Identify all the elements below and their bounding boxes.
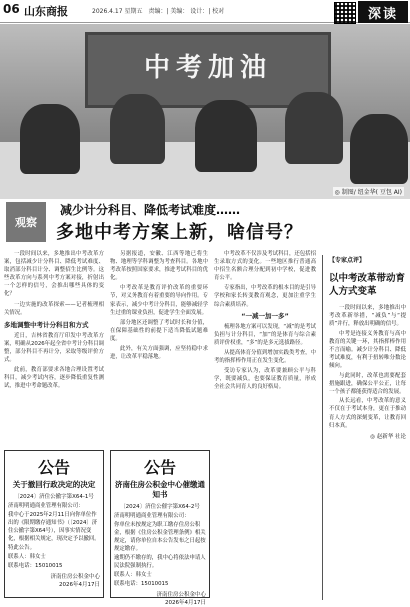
commentary-tag: 【专家点评】 [329,257,366,264]
notice-body [8,502,100,570]
article-subtitle: 减少计分科目、降低考试难度…… [60,203,241,217]
notice-number: 〔2024〕济住公撤字第X64-1号 [14,494,94,500]
paragraph: 一段时间以来，多地推出中考改革方案，包括减少计分科目、降低考试难度、取消部分科目计分、调整招生比例等。这些改革方向与系列中考方案对接，折射出一个怎样的信号，会推出哪些具体的变化？ [4,251,104,298]
section-heading: 多地调整中考计分科目和方式 [4,320,89,329]
photo-caption: ◎ 制图/ 纽金华( 豆包 AI) [334,189,402,196]
qr-code-icon [334,2,356,24]
page-number: 06 [3,2,20,16]
student-figure [285,92,343,164]
notice-body [114,512,206,588]
article-column-3 [214,250,316,598]
notice-issuer: 济南住房公积金中心 [50,574,100,580]
paragraph: 一段时间以来，多地推出中考改革新举措，“减负”与“提质”并行，释放出明确的信号。 [329,305,406,328]
expert-commentary [322,255,406,600]
page-header [0,0,410,23]
notice-line: 济南明明通商业管理有限公司： [8,503,84,509]
notice-line: 你单位未按规定为职工缴存住房公积金，根据《住房公积金管理条例》相关规定，请你单位自本公告发布之日起按规定缴存。 [114,522,206,552]
issue-meta: 2026.4.17 星期五 责编：| 美编： 设计：| 校对 [92,8,225,15]
notice-date: 2026年4月17日 [165,600,206,606]
article-column-2 [110,250,208,446]
paragraph: 梳理各地方案可以发现，“减”的是考试负担与计分科目，“加”的是体育与综合素质评价权重，“多”的是多元选拔路径。 [214,323,316,346]
paragraph: 一边实施的改革探索——记者梳理相关情况。 [4,301,104,316]
observation-badge: 观察 [6,202,46,242]
blackboard-text: 中考加油 [143,53,272,83]
paragraph: 近日，吉林省教育厅印发中考改革方案，明确从2026年起全省中考计分科目调整，部分科目不再计分，采取等级评价方式。 [4,332,104,364]
newspaper-name: 山东商报 [24,5,68,18]
notice-line: 联系电话：15010015 [8,563,63,569]
notice-signature [8,573,100,589]
article-column-1 [4,250,104,446]
section-tag: 深读 [358,1,408,23]
notice-line: 联系人：韩女士 [114,572,152,578]
section-heading: “一减一加一多” [241,311,289,320]
paragraph: 部分地区还调整了考试时长和分值，在保障基础性的前提下适当降低试题难度。 [110,319,208,342]
paragraph: 另据报道，安徽、江西等地已将生物、地理等学科调整为考查科目。各地中考改革按照国家要求，推进考试科目的优化。 [110,251,208,282]
notice-number: 〔2024〕济住公催字第X64-2号 [120,504,200,510]
commentary-title: 以中考改革带动育人方式变革 [329,273,406,297]
notice-date: 2026年4月17日 [59,582,100,588]
commentary-body [329,304,406,430]
paragraph: 与此同时，改革也需要配套措施跟进，确保公平公正，让每一个孩子都能获得适合的发展。 [329,372,406,396]
paragraph: 专家指出，中考改革的根本目的是引导学校和家长转变教育观念，更加注重学生综合素质培养。 [214,285,316,308]
public-notice-2 [110,450,210,606]
notice-line: 逾期仍不缴存的，我中心将依法申请人民法院强制执行。 [114,555,206,569]
notice-line: 济南明明通商业管理有限公司： [114,513,190,519]
commentary-author: ◎ 赵新华 社论 [370,434,406,441]
paragraph: 中考是连接义务教育与高中教育的关键一环，其指挥棒作用不言而喻。减少计分科目、降低考试难度，有利于扭转唯分数论倾向。 [329,330,406,370]
paragraph: 中考改革不仅涉及考试科目，还包括招生录取方式的变化。一些地区推行普通高中招生名额合理分配到初中学校，促进教育公平。 [214,251,316,282]
notice-line: 联系电话：15010015 [114,581,169,587]
notice-title: 公告 [37,458,70,477]
article-headline: 多地中考方案上新，啥信号？ [56,222,303,243]
paragraph: 此外，有关方面强调，应坚持稳中求进，让改革平稳落地。 [110,346,208,361]
notice-line: 联系人：韩女士 [8,554,46,560]
student-figure [20,104,80,174]
notice-subtitle: 关于撤回行政决定的决定 [12,480,96,489]
notice-title: 公告 [143,458,176,477]
notice-issuer: 济南住房公积金中心 [156,592,206,598]
notice-subtitle: 济南住房公积金中心催缴通知书 [115,480,205,499]
public-notice-1 [4,450,104,598]
notice-line: 我中心于2025年2月11日向你单位作出的《限期缴存通知书》（〔2024〕济住公撤字第X64号），因事实情况变化，根据相关规定，现决定予以撤回。 [8,512,100,542]
illustration-photo [0,24,410,199]
paragraph: 受访专家认为，改革要兼顾公平与科学，既要减负，也要保证教育质量，形成全社会共同育人的良好格局。 [214,368,316,391]
student-figure [350,114,408,184]
notice-line: 特此公告。 [8,545,35,551]
paragraph: 从提高体育分值到增加实践类考查，中考的指挥棒作用正在发生变化。 [214,350,316,365]
notice-signature [114,591,206,607]
paragraph: 从长远看，中考改革的意义不仅在于考试本身，更在于推动育人方式的深刻变革，让教育回归本真。 [329,398,406,429]
paragraph: 此前，教育部要求各地合理设置考试科目，减少考试内容，逐步降低重复性测试，推进中考命题改革。 [4,367,104,390]
student-figure [195,100,257,172]
paragraph: 中考改革是教育评价改革的重要环节，对义务教育有着重要的导向作用。专家表示，减少中考计分科目，能够减轻学生过重的课业负担，促进学生全面发展。 [110,285,208,316]
student-figure [110,94,165,164]
